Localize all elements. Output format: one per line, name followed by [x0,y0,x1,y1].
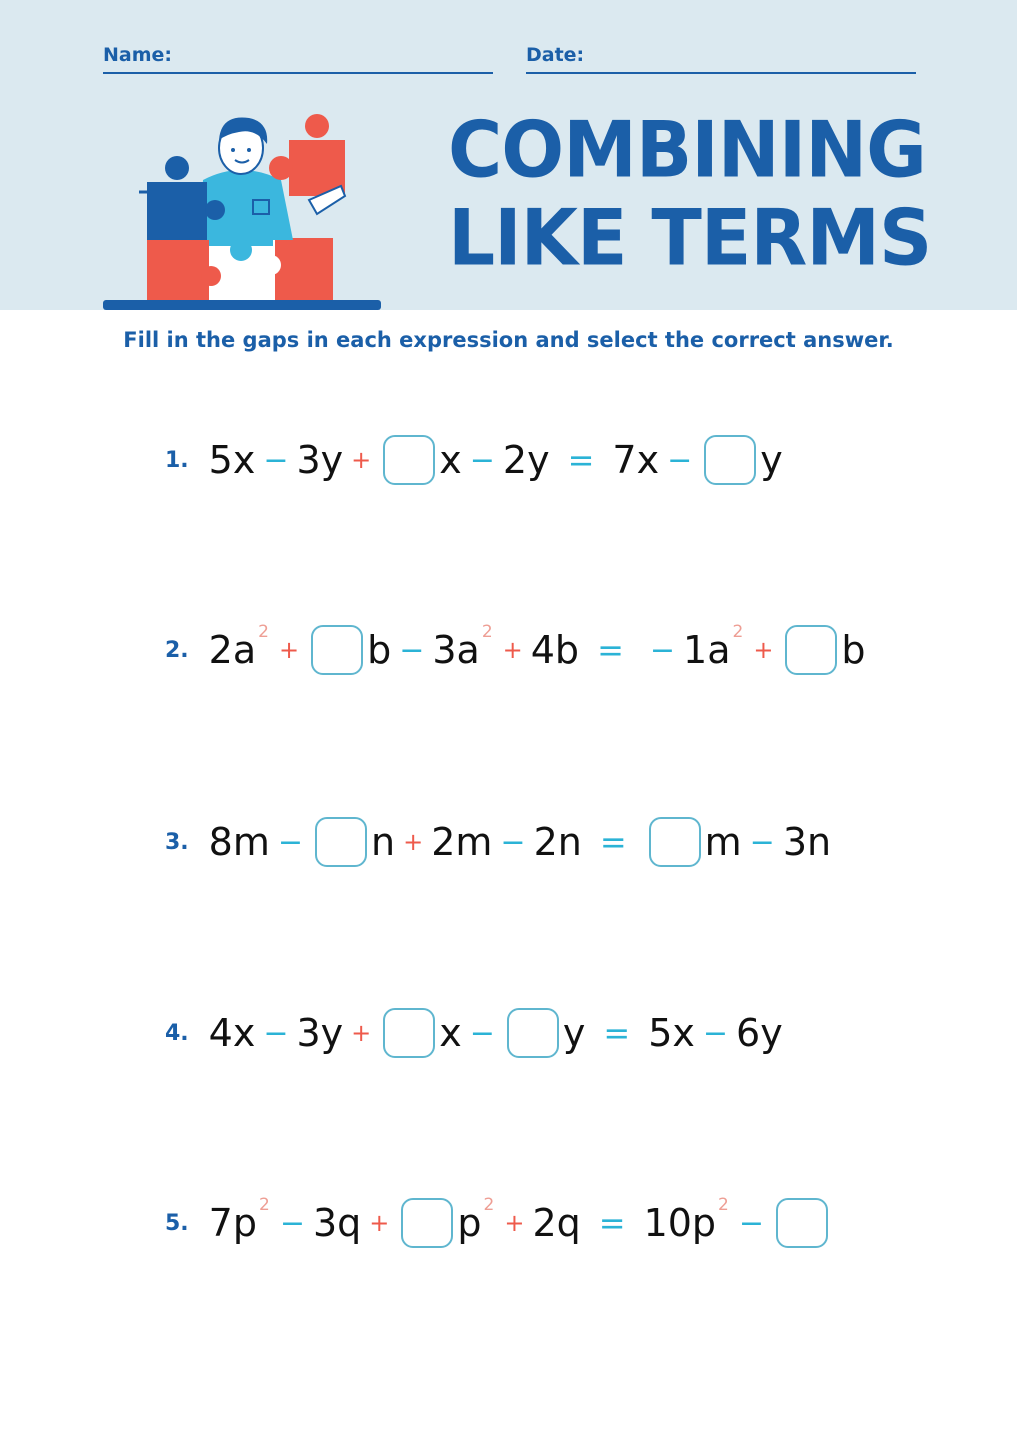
plus-sign: + [351,1019,372,1047]
problem-number: 2. [165,637,189,663]
exponent: 2 [258,1195,270,1215]
term: x [439,1011,462,1055]
term: 2q [532,1201,581,1245]
minus-sign: − [399,632,425,668]
minus-sign: − [649,632,676,668]
term: n [371,820,396,864]
exponent: 2 [732,622,744,642]
term: 5x [648,1011,695,1055]
minus-sign: − [749,824,775,860]
plus-sign: + [351,446,372,474]
minus-sign: − [500,824,526,860]
page-title [448,104,968,284]
term: 2y [502,438,550,482]
instruction-text: Fill in the gaps in each expression and select the correct answer. [123,328,894,352]
puzzle-person-icon [103,110,383,310]
term: 7x [612,438,660,482]
plus-sign: + [502,636,523,664]
plus-sign: + [504,1209,525,1237]
problem-1 [165,430,783,490]
term: 2n [533,820,582,864]
term: 3n [782,820,832,864]
answer-box[interactable] [315,817,367,867]
answer-box[interactable] [649,817,701,867]
term: 5x [208,438,256,482]
minus-sign: − [263,442,289,478]
minus-sign: − [469,442,495,478]
minus-sign: − [279,1205,305,1241]
equals-sign: = [597,631,624,669]
term: y [562,1011,586,1055]
term: 1a [683,628,731,672]
exponent: 2 [483,1195,495,1215]
answer-box[interactable] [383,1008,435,1058]
plus-sign: + [403,828,424,856]
answer-box[interactable] [383,435,435,485]
term: 3y [296,438,344,482]
problem-number: 3. [165,829,189,855]
term: y [760,438,783,482]
minus-sign: − [469,1015,495,1051]
term: 4x [208,1011,256,1055]
term: x [439,438,462,482]
exponent: 2 [258,622,269,642]
problem-5 [165,1193,832,1253]
date-field[interactable] [526,44,916,74]
answer-box[interactable] [507,1008,559,1058]
problem-4 [165,1003,783,1063]
term: m [704,820,742,864]
minus-sign: − [738,1205,765,1241]
term: 3a [432,628,480,672]
equals-sign: = [598,1204,626,1242]
minus-sign: − [702,1015,729,1051]
exponent: 2 [718,1195,729,1215]
term: b [841,628,866,672]
equals-sign: = [603,1014,631,1052]
problem-2 [165,620,866,680]
problem-3 [165,812,831,872]
term: 10p [643,1201,717,1245]
minus-sign: − [263,1015,289,1051]
name-field[interactable] [103,44,493,74]
term: 3y [296,1011,344,1055]
plus-sign: + [278,636,300,664]
answer-box[interactable] [776,1198,828,1248]
answer-box[interactable] [785,625,837,675]
title-line-2: LIKE TERMS [448,193,932,284]
term: 8m [208,820,270,864]
answer-box[interactable] [704,435,756,485]
term: 7p [208,1201,257,1245]
date-label: Date: [526,44,585,66]
term: 2a [208,628,257,672]
equals-sign: = [567,441,595,479]
term: b [367,628,392,672]
term: 4b [530,628,580,672]
equals-sign: = [599,823,627,861]
answer-box[interactable] [311,625,363,675]
problem-number: 4. [165,1020,189,1046]
answer-box[interactable] [401,1198,453,1248]
minus-sign: − [667,442,693,478]
minus-sign: − [277,824,304,860]
title-line-1: COMBINING [448,105,926,196]
term: 2m [431,820,493,864]
problem-number: 5. [165,1210,189,1236]
term: p [457,1201,482,1245]
term: 3q [312,1201,362,1245]
exponent: 2 [481,622,493,642]
plus-sign: + [753,636,774,664]
header-band [0,0,1017,310]
problem-number: 1. [165,447,189,473]
name-label: Name: [103,44,173,66]
term: 6y [736,1011,783,1055]
plus-sign: + [369,1209,390,1237]
